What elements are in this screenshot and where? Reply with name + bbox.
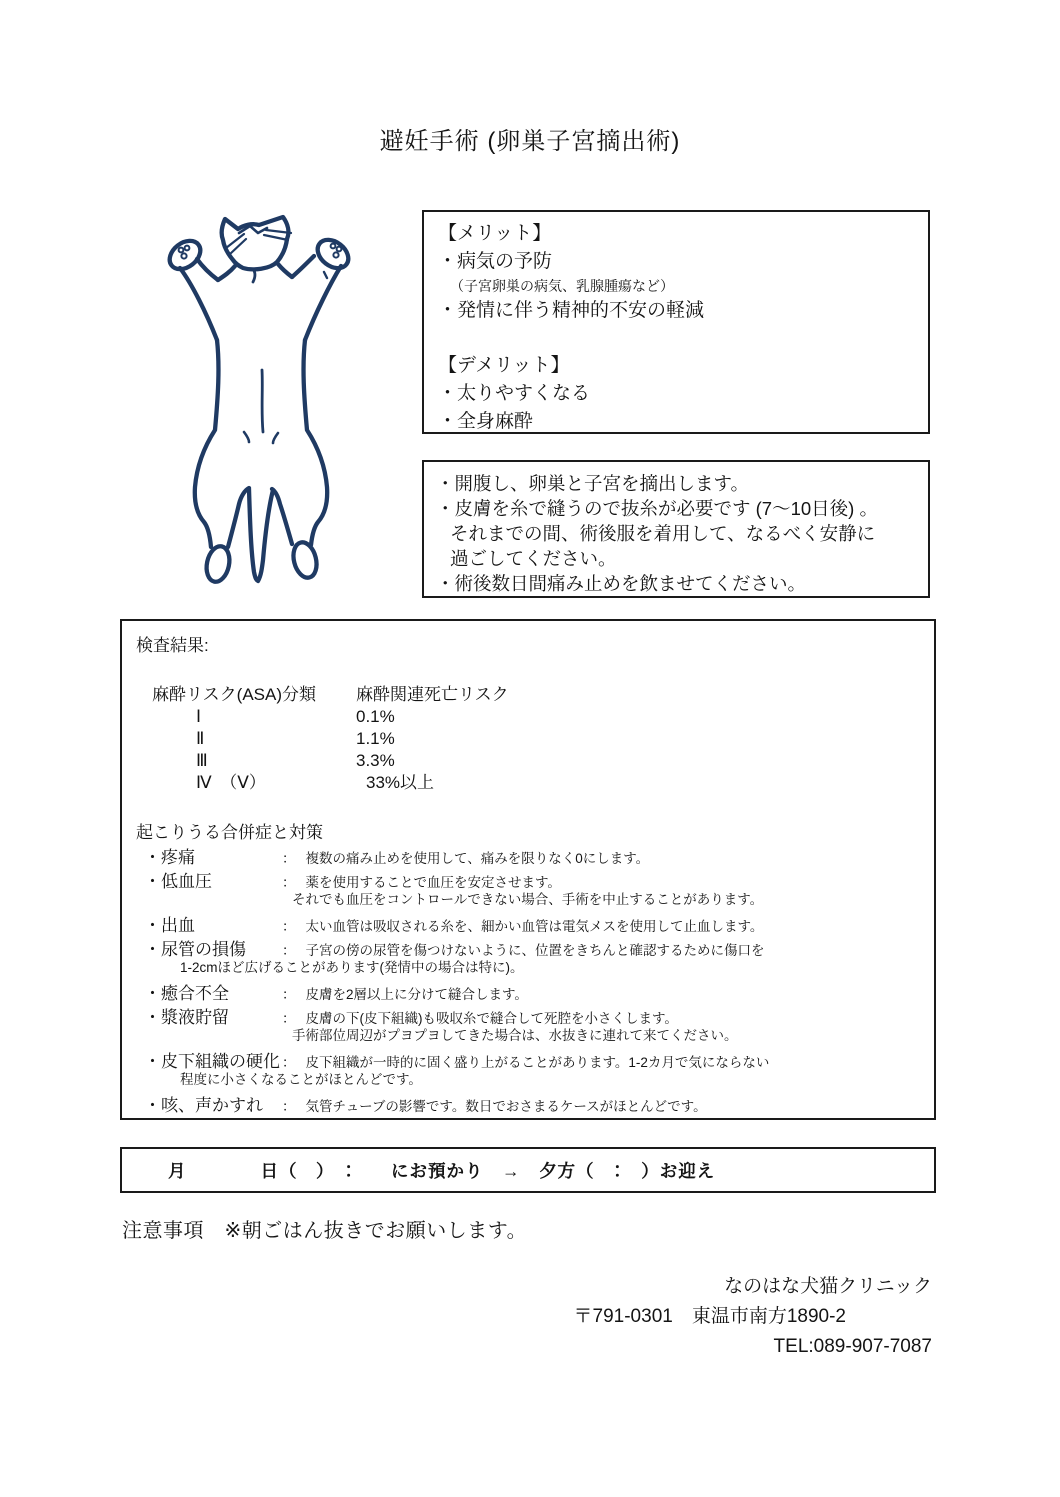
procedure-line: ・開腹し、卵巣と子宮を摘出します。: [436, 473, 750, 494]
complication-label: ・疼痛: [144, 848, 195, 867]
complication-row: [144, 843, 920, 867]
complication-row: [144, 1003, 920, 1027]
asa-risk: 33%以上: [366, 773, 435, 792]
asa-table: [148, 684, 920, 794]
complication-colon: ：: [282, 851, 296, 866]
asa-risk: 3.3%: [356, 751, 395, 770]
results-box: [120, 619, 936, 1120]
schedule-line: 月 日（ ） ： にお預かり → 夕方（ ： ）お迎え: [168, 1160, 716, 1181]
procedure-line: ・皮膚を糸で縫うので抜糸が必要です (7～10日後) 。: [436, 498, 878, 519]
complication-colon: ：: [282, 1011, 296, 1026]
complication-desc: 気管チューブの影響です。数日でおさまるケースがほとんどです。: [305, 1099, 707, 1114]
complication-label: ・咳、声かすれ: [144, 1096, 263, 1115]
page-title: 避妊手術 (卵巣子宮摘出術): [379, 128, 681, 155]
complication-continuation: 1-2cmほど広げることがあります(発情中の場合は特に)。: [180, 960, 524, 975]
results-heading: 検査結果:: [136, 636, 209, 655]
complications-heading: 起こりうる合併症と対策: [136, 823, 323, 842]
complication-row: [144, 935, 920, 959]
notes-line: 注意事項 ※朝ごはん抜きでお願いします。: [122, 1220, 528, 1242]
procedure-box: [422, 460, 930, 598]
complication-colon: ：: [282, 1099, 296, 1114]
complications-list: [144, 843, 920, 1115]
asa-row: [148, 728, 920, 750]
complication-continuation: 手術部位周辺がプヨプヨしてきた場合は、水抜きに連れて来てください。: [292, 1028, 738, 1043]
asa-risk: 0.1%: [356, 707, 395, 726]
complication-row: [144, 1091, 920, 1115]
clinic-name: なのはな犬猫クリニック: [724, 1276, 932, 1297]
complication-label: ・漿液貯留: [144, 1008, 229, 1027]
schedule-box: [120, 1147, 936, 1193]
complication-colon: ：: [282, 875, 296, 890]
merit-item-note: （子宮卵巣の病気、乳腺腫瘍など）: [450, 278, 674, 294]
complication-desc: 皮膚を2層以上に分けて縫合します。: [305, 987, 528, 1002]
asa-col-header-class: 麻酔リスク(ASA)分類: [152, 685, 316, 704]
cat-outline: [164, 217, 354, 584]
complication-colon: ：: [282, 987, 296, 1002]
merit-heading: 【メリット】: [438, 223, 552, 244]
complication-row: [144, 979, 920, 1003]
merit-item: ・病気の予防: [438, 251, 553, 272]
asa-grade: Ⅰ: [196, 707, 202, 726]
asa-grade: Ⅱ: [196, 729, 205, 748]
demerit-item: ・太りやすくなる: [438, 383, 591, 404]
asa-header-row: [148, 684, 920, 706]
complication-colon: ：: [282, 1055, 296, 1070]
complication-label: ・癒合不全: [144, 984, 229, 1003]
complication-desc: 複数の痛み止めを使用して、痛みを限りなく0にします。: [305, 851, 650, 866]
asa-row: [148, 706, 920, 728]
complication-label: ・低血圧: [144, 872, 212, 891]
complication-desc: 太い血管は吸収される糸を、細かい血管は電気メスを使用して止血します。: [305, 919, 764, 934]
complication-label: ・皮下組織の硬化: [144, 1052, 280, 1071]
asa-row: [148, 772, 920, 794]
clinic-tel: TEL:089-907-7087: [773, 1336, 932, 1357]
complication-row: [144, 1047, 920, 1071]
merit-demerit-box: [422, 210, 930, 434]
procedure-line: ・術後数日間痛み止めを飲ませてください。: [436, 573, 807, 594]
cat-lying-on-back-drawing: [140, 192, 400, 592]
cat-illustration: [140, 192, 400, 592]
complication-desc: 子宮の傍の尿管を傷つけないように、位置をきちんと確認するために傷口を: [305, 943, 765, 958]
clinic-address: 〒791-0301 東温市南方1890-2: [573, 1306, 846, 1327]
procedure-line: 過ごしてください。: [450, 548, 617, 569]
complication-desc: 皮下組織が一時的に固く盛り上がることがあります。1-2カ月で気にならない: [305, 1055, 770, 1070]
asa-grade: Ⅲ: [196, 751, 208, 770]
complication-label: ・尿管の損傷: [144, 940, 246, 959]
complication-desc: 皮膚の下(皮下組織)も吸収糸で縫合して死腔を小さくします。: [305, 1011, 678, 1026]
demerit-heading: 【デメリット】: [438, 355, 570, 376]
clinic-footer: [400, 1272, 932, 1362]
merit-item: ・発情に伴う精神的不安の軽減: [438, 300, 705, 321]
complication-row: [144, 911, 920, 935]
complication-continuation: それでも血圧をコントロールできない場合、手術を中止することがあります。: [292, 892, 764, 907]
procedure-line: それまでの間、術後服を着用して、なるべく安静に: [450, 523, 876, 544]
asa-risk: 1.1%: [356, 729, 395, 748]
asa-grade: Ⅳ （Ⅴ）: [196, 773, 266, 792]
complication-continuation: 程度に小さくなることがほとんどです。: [180, 1072, 422, 1087]
complication-colon: ：: [282, 919, 296, 934]
complication-row: [144, 867, 920, 891]
demerit-item: ・全身麻酔: [438, 411, 534, 432]
asa-row: [148, 750, 920, 772]
complication-colon: ：: [282, 943, 296, 958]
complication-desc: 薬を使用することで血圧を安定させます。: [305, 875, 561, 890]
complication-label: ・出血: [144, 916, 195, 935]
asa-col-header-risk: 麻酔関連死亡リスク: [356, 685, 509, 704]
